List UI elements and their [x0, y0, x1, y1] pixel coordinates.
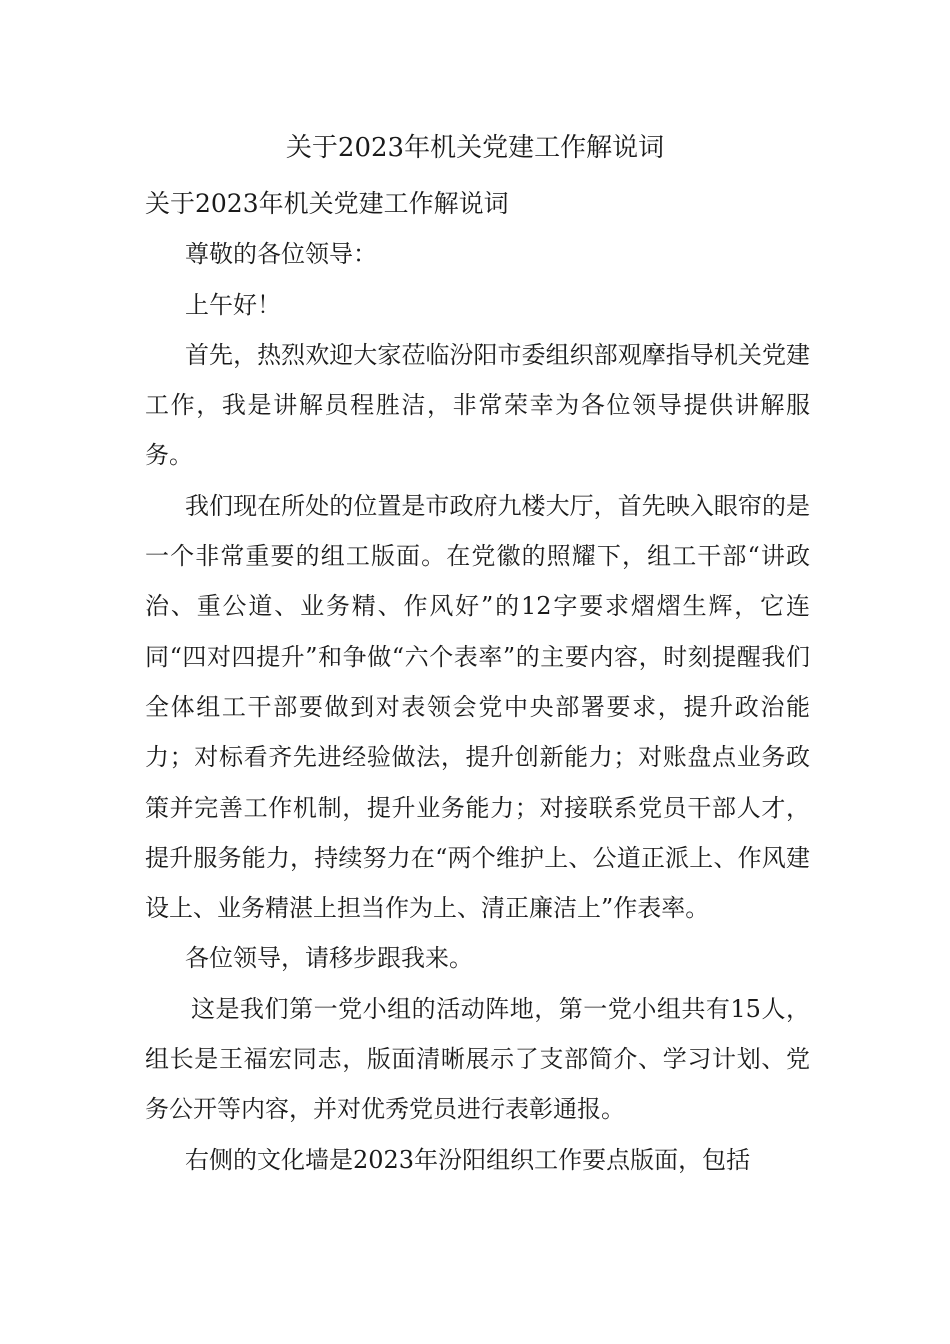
paragraph-move-on: 各位领导，请移步跟我来。	[185, 944, 473, 973]
paragraph-greeting: 尊敬的各位领导：	[185, 240, 377, 269]
paragraph-culture-wall: 右侧的文化墙是2023年汾阳组织工作要点版面，包括	[185, 1145, 751, 1174]
paragraph-hall-display: 我们现在所处的位置是市政府九楼大厅，首先映入眼帘的是一个非常重要的组工版面。在党徽的照耀下，组工干部“讲政治、重公道、业务精、作风好”的12字要求熠熠生辉，它连同“四对四提升”和争做“六个表率”的主要内容，时刻提醒我们全体组工干部要做到对表领会党中央部署要求，提升政治能力；对标看齐先进经验做法，提升创新能力；对账盘点业务政策并完善工作机制，提升业务能力；对接联系党员干部人才，提升服务能力，持续努力在“两个维护上、公道正派上、作风建设上、业务精湛上担当作为上、清正廉洁上”作表率。	[145, 491, 810, 923]
paragraph-good-morning: 上午好！	[185, 290, 281, 319]
paragraph-welcome: 首先，热烈欢迎大家莅临汾阳市委组织部观摩指导机关党建工作，我是讲解员程胜洁，非常荣幸为各位领导提供讲解服务。	[145, 340, 810, 470]
paragraph-first-party-group: 这是我们第一党小组的活动阵地，第一党小组共有15人，组长是王福宏同志，版面清晰展示了支部简介、学习计划、党务公开等内容，并对优秀党员进行表彰通报。	[145, 994, 810, 1124]
document-title: 关于2023年机关党建工作解说词	[285, 133, 665, 163]
document-body	[145, 179, 810, 1185]
document-subtitle: 关于2023年机关党建工作解说词	[145, 189, 509, 218]
